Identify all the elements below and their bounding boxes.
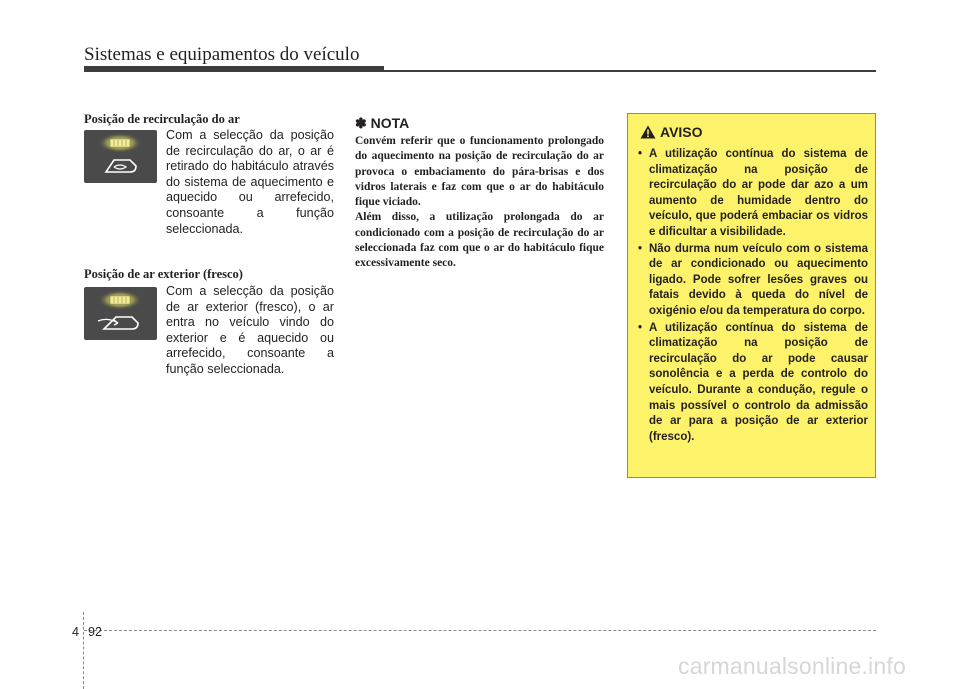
page-number: 92 bbox=[88, 625, 102, 639]
watermark: carmanualsonline.info bbox=[678, 653, 906, 679]
fresh-air-description: Com a selecção da posição de ar exterior (fresco), o ar entra no veículo vindo do exterior e é aquecido ou arrefecido, consoante a função seleccionada. bbox=[166, 284, 334, 376]
warning-item-text: A utilização contínua do sistema de climatização na posição de recirculação do ar pode causar sonolência e a perda de controlo do veículo. Durante a condução, regule o mais possível o controlo da admissão de ar para a posição de ar exterior (fresco). bbox=[649, 321, 868, 443]
bullet-icon: • bbox=[638, 148, 643, 160]
note-title-text: NOTA bbox=[370, 115, 410, 131]
warning-item-text: A utilização contínua do sistema de climatização na posição de recirculação do ar pode dar azo a um aumento de humidade dentro do veículo, que poderá embaciar os vidros e dificultar a visibilidade. bbox=[649, 148, 868, 238]
warning-header bbox=[640, 124, 703, 140]
warning-item bbox=[638, 242, 868, 320]
warning-box bbox=[627, 113, 876, 478]
warning-triangle-icon bbox=[640, 125, 656, 139]
recirculation-heading: Posição de recirculação do ar bbox=[84, 112, 240, 126]
footer-rule bbox=[84, 630, 876, 631]
recirculation-description: Com a selecção da posição de recirculação do ar, o ar é retirado do habitáculo através do sistema de aquecimento e aquecido ou arrefecido, consoante a função seleccionada. bbox=[166, 128, 334, 236]
warning-list bbox=[638, 147, 868, 446]
note-title bbox=[355, 115, 409, 132]
air-recirculation-icon bbox=[84, 130, 157, 183]
note-paragraph: Além disso, a utilização prolongada do ar condicionado com a posição de recirculação do ar seleccionada faz com que o ar do habitáculo fique excessivamente seco. bbox=[355, 211, 604, 270]
footer-vertical-divider bbox=[83, 612, 84, 689]
header-bar bbox=[84, 66, 384, 72]
note-paragraph: Convém referir que o funcionamento prolongado do aquecimento na posição de recirculação do ar provoca o embaciamento do pára-brisas e dos vidros laterais e faz com que o ar do habitáculo fique viciado. bbox=[355, 135, 604, 209]
warning-item bbox=[638, 321, 868, 446]
fresh-air-heading: Posição de ar exterior (fresco) bbox=[84, 267, 243, 281]
warning-item-text: Não durma num veículo com o sistema de ar condicionado ou aquecimento ligado. Pode sofrer lesões graves ou fatais devido à queda do nível de oxigénio e/ou da temperatura do corpo. bbox=[649, 242, 868, 317]
page-header-title: Sistemas e equipamentos do veículo bbox=[84, 44, 360, 65]
warning-title: AVISO bbox=[660, 124, 703, 140]
bullet-icon: • bbox=[638, 321, 643, 334]
warning-item bbox=[638, 147, 868, 241]
note-body bbox=[355, 134, 604, 272]
header-rule bbox=[384, 70, 876, 72]
bullet-icon: • bbox=[638, 242, 643, 255]
note-symbol-icon: ✽ bbox=[355, 115, 367, 131]
fresh-air-icon bbox=[84, 287, 157, 340]
chapter-number: 4 bbox=[72, 625, 79, 639]
